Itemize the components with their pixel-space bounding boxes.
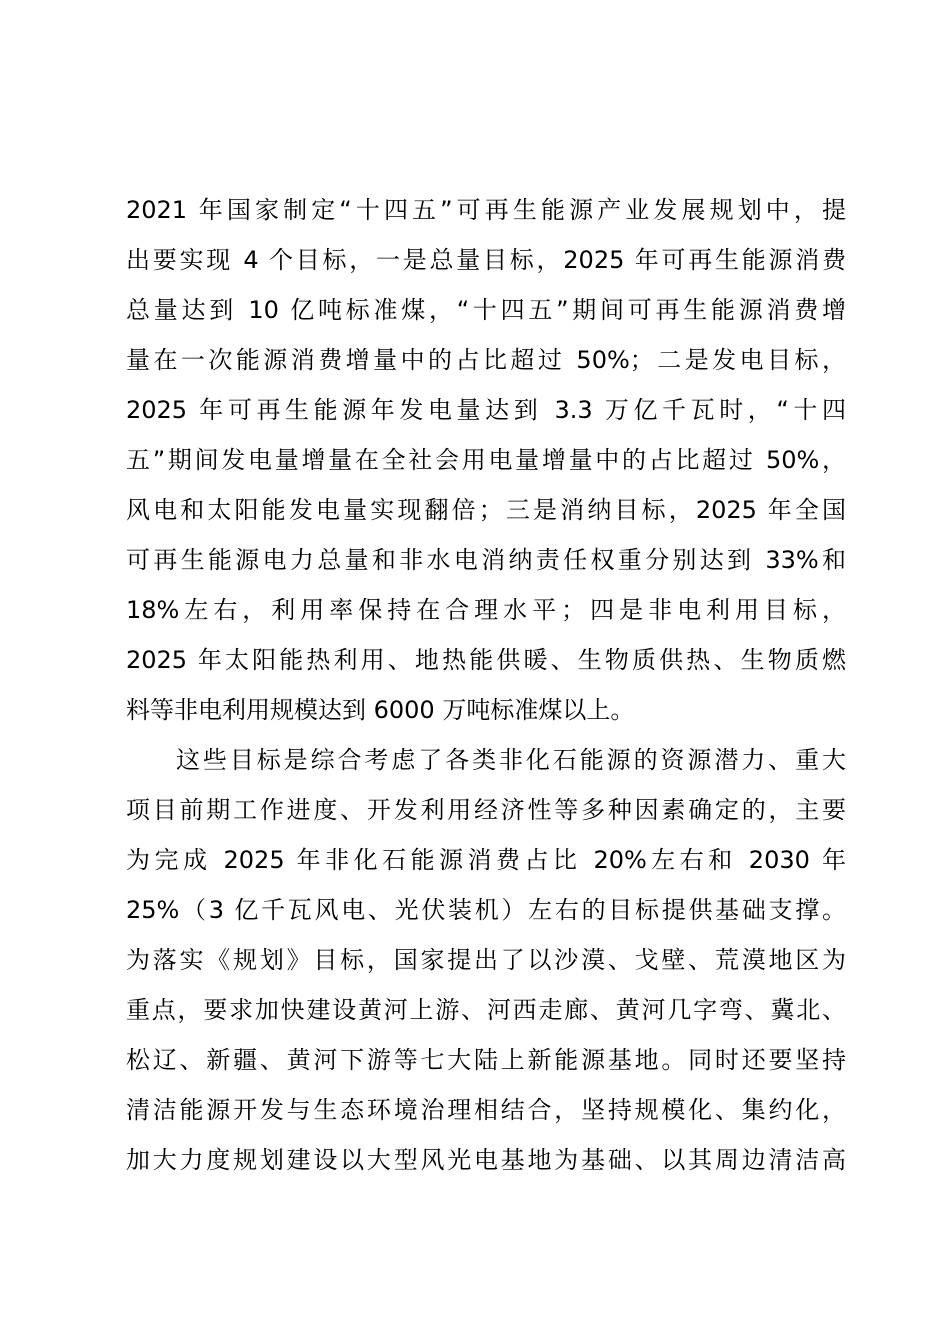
text-line: 为落实《规划》目标，国家提出了以沙漠、戈壁、荒漠地区为 [126,946,846,974]
text-line: 为完成 2025 年非化石能源消费占比 20%左右和 2030 年 [126,846,846,874]
text-line: 项目前期工作进度、开发利用经济性等多种因素确定的，主要 [126,796,846,824]
text-line: 总量达到 10 亿吨标准煤，“十四五”期间可再生能源消费增 [126,296,846,324]
text-line: 清洁能源开发与生态环境治理相结合，坚持规模化、集约化， [126,1096,846,1124]
text-line: 这些目标是综合考虑了各类非化石能源的资源潜力、重大 [176,746,846,774]
text-line: 风电和太阳能发电量实现翻倍；三是消纳目标，2025 年全国 [126,496,846,524]
body-text [126,185,846,1185]
text-line: 量在一次能源消费增量中的占比超过 50%；二是发电目标， [126,346,846,374]
text-line: 松辽、新疆、黄河下游等七大陆上新能源基地。同时还要坚持 [126,1046,846,1074]
text-line: 五”期间发电量增量在全社会用电量增量中的占比超过 50%， [126,446,846,474]
text-line: 可再生能源电力总量和非水电消纳责任权重分别达到 33%和 [126,546,846,574]
text-line: 2021 年国家制定“十四五”可再生能源产业发展规划中，提 [126,196,846,224]
text-line: 2025 年太阳能热利用、地热能供暖、生物质供热、生物质燃 [126,646,846,674]
paragraph-1 [126,185,846,735]
text-line: 料等非电利用规模达到 6000 万吨标准煤以上。 [126,696,635,724]
text-line: 2025 年可再生能源年发电量达到 3.3 万亿千瓦时，“十四 [126,396,846,424]
text-line: 重点，要求加快建设黄河上游、河西走廊、黄河几字弯、冀北、 [126,996,846,1024]
text-line: 出要实现 4 个目标，一是总量目标，2025 年可再生能源消费 [126,246,846,274]
paragraph-2 [126,735,846,1185]
text-line: 18%左右，利用率保持在合理水平；四是非电利用目标， [126,596,846,624]
text-line: 加大力度规划建设以大型风光电基地为基础、以其周边清洁高 [126,1146,846,1174]
text-line: 25%（3 亿千瓦风电、光伏装机）左右的目标提供基础支撑。 [126,896,846,924]
